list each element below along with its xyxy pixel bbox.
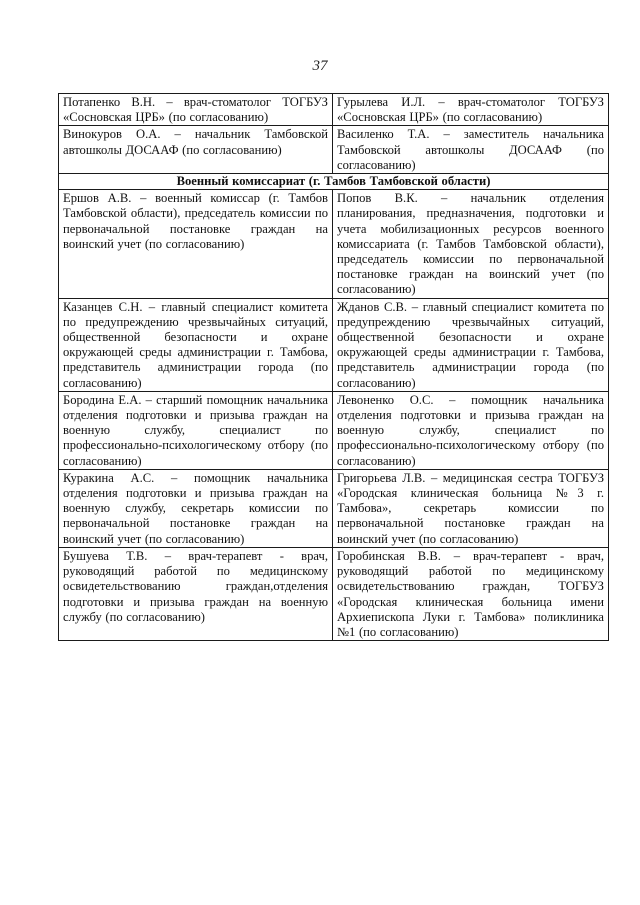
member-text: Попов В.К. – начальник отделения планирования, предназначения, подготовки и учета мобилизационных ресурсов военного комиссариата (г. Тамбов Тамбовской области), председатель комиссии по первоначальной постановке граждан на воинский учет (по согласованию) (337, 191, 604, 297)
table-row (59, 298, 609, 391)
section-header-row (59, 174, 609, 190)
page-number: 37 (312, 58, 328, 74)
member-text: Гурылева И.Л. – врач-стоматолог ТОГБУЗ «Сосновская ЦРБ» (по согласованию) (337, 95, 604, 125)
member-text: Потапенко В.Н. – врач-стоматолог ТОГБУЗ «Сосновская ЦРБ» (по согласованию) (63, 95, 328, 125)
member-cell-reserve (333, 298, 609, 391)
table-row (59, 126, 609, 174)
member-cell-primary (59, 547, 333, 640)
member-cell-reserve (333, 94, 609, 126)
member-text: Винокуров О.А. – начальник Тамбовской автошколы ДОСААФ (по согласованию) (63, 127, 328, 157)
member-cell-reserve (333, 126, 609, 174)
member-text: Жданов С.В. – главный специалист комитета по предупреждению чрезвычайных ситуаций, общественной безопасности и охране окружающей среды администрации г. Тамбова, представитель администрации города (по согласованию) (337, 299, 604, 390)
table-row (59, 469, 609, 547)
member-cell-primary (59, 126, 333, 174)
table-row (59, 190, 609, 298)
member-cell-reserve (333, 547, 609, 640)
member-text: Ершов А.В. – военный комиссар (г. Тамбов Тамбовской области), председатель комиссии по первоначальной постановке граждан на воинский учет (по согласованию) (63, 191, 328, 251)
member-cell-primary (59, 298, 333, 391)
table-row (59, 391, 609, 469)
member-cell-reserve (333, 391, 609, 469)
member-text: Бушуева Т.В. – врач-терапевт - врач, руководящий работой по медицинскому освидетельствованию граждан,отделения подготовки и призыва граждан на военную службу (по согласованию) (63, 548, 328, 624)
table-row (59, 94, 609, 126)
section-header: Военный комиссариат (г. Тамбов Тамбовской области) (59, 174, 609, 190)
member-text: Бородина Е.А. – старший помощник начальника отделения подготовки и призыва граждан на военную службу, специалист по профессионально-психологическому отбору (по согласованию) (63, 392, 328, 468)
table-row (59, 547, 609, 640)
member-cell-primary (59, 94, 333, 126)
member-cell-primary (59, 190, 333, 298)
member-text: Горобинская В.В. – врач-терапевт - врач, руководящий работой по медицинскому освидетельствованию граждан, ТОГБУЗ «Городская клиническая больница имени Архиепископа Луки г. Тамбова» поликлиника №1 (по согласованию) (337, 548, 604, 639)
member-text: Левоненко О.С. – помощник начальника отделения подготовки и призыва граждан на военную службу, специалист по профессионально-психологическому отбору (по согласованию) (337, 392, 604, 468)
member-text: Василенко Т.А. – заместитель начальника Тамбовской автошколы ДОСААФ (по согласованию) (337, 127, 604, 172)
member-text: Казанцев С.Н. – главный специалист комитета по предупреждению чрезвычайных ситуаций, общественной безопасности и охране окружающей среды администрации г. Тамбова, представитель администрации города (по согласованию) (63, 299, 328, 390)
member-text: Григорьева Л.В. – медицинская сестра ТОГБУЗ «Городская клиническая больница №3 г. Тамбова», секретарь комиссии по первоначальной постановке граждан на воинский учет (по согласованию) (337, 470, 604, 546)
commission-members-table (58, 93, 609, 641)
member-cell-primary (59, 469, 333, 547)
member-cell-reserve (333, 469, 609, 547)
member-cell-reserve (333, 190, 609, 298)
member-cell-primary (59, 391, 333, 469)
member-text: Куракина А.С. – помощник начальника отделения подготовки и призыва граждан на военную службу, секретарь комиссии по первоначальной постановке граждан на воинский учет (по согласованию) (63, 470, 328, 546)
